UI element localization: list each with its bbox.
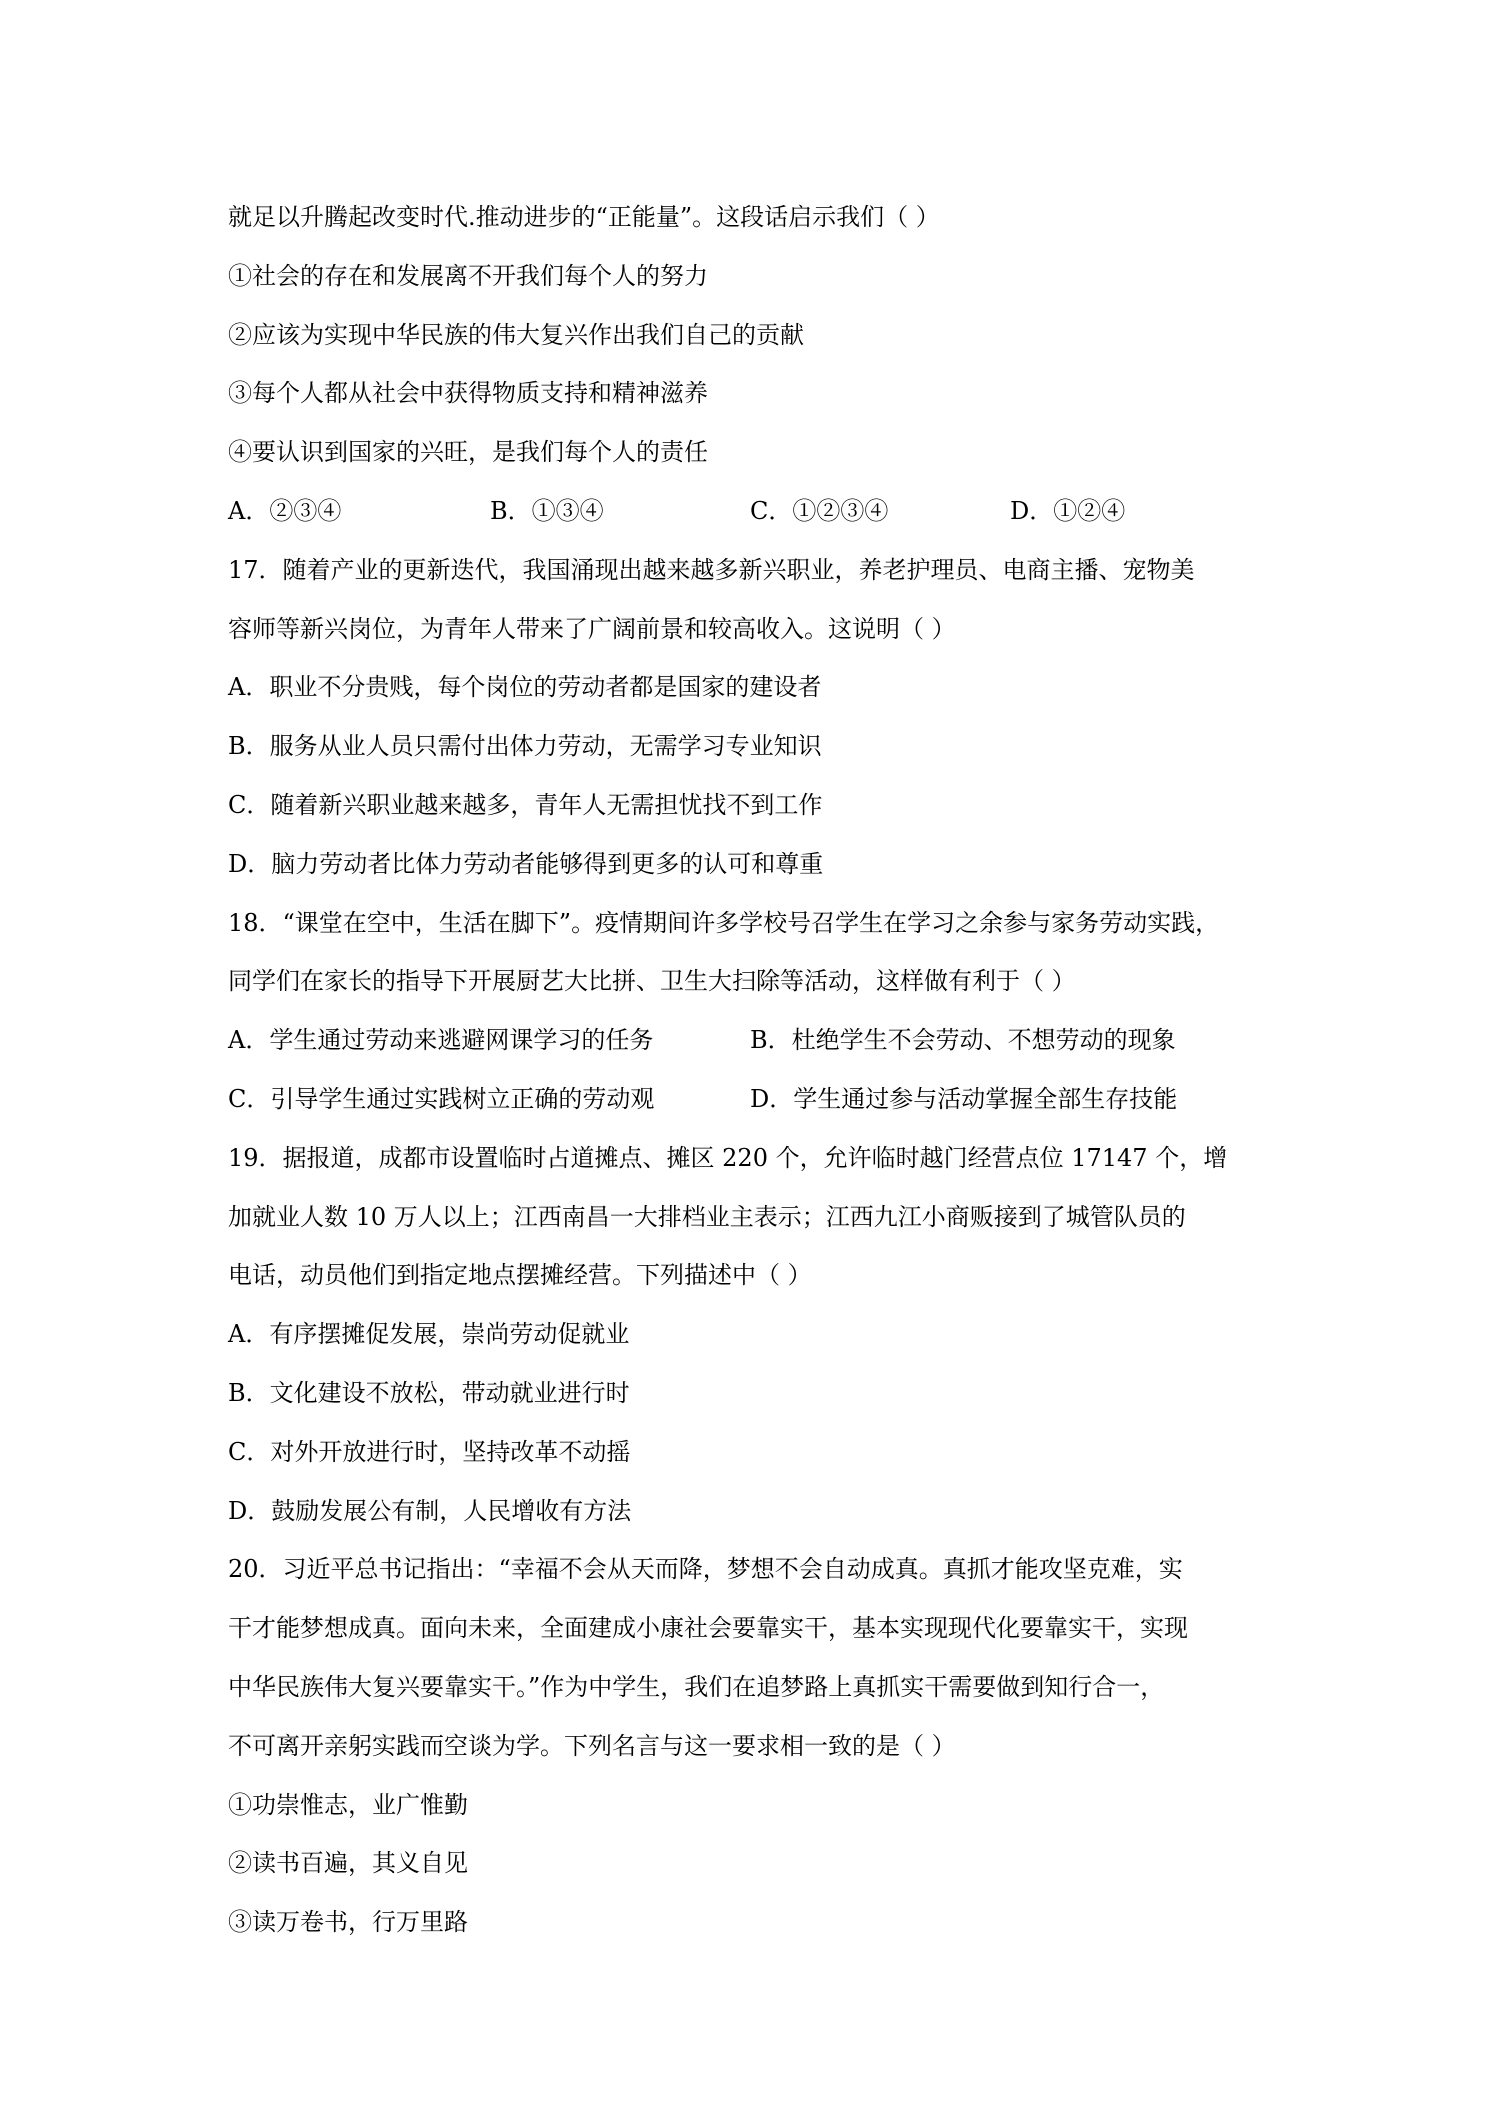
- exam-page: [228, 188, 1278, 1952]
- q17-option-c: C．随着新兴职业越来越多，青年人无需担忧找不到工作: [228, 790, 823, 819]
- q20-stem-line-4: 不可离开亲躬实践而空谈为学。下列名言与这一要求相一致的是（ ）: [228, 1731, 956, 1760]
- q16-option-c: C．①②③④: [750, 496, 889, 525]
- q17-stem-line-1: 17．随着产业的更新迭代，我国涌现出越来越多新兴职业，养老护理员、电商主播、宠物美: [228, 555, 1195, 584]
- q16-item-1: ①社会的存在和发展离不开我们每个人的努力: [228, 261, 708, 290]
- q19-option-b: B．文化建设不放松，带动就业进行时: [228, 1378, 630, 1407]
- q20-stem-line-1: 20．习近平总书记指出：“幸福不会从天而降，梦想不会自动成真。真抓才能攻坚克难，实: [228, 1555, 1183, 1584]
- q19-stem-line-3: 电话，动员他们到指定地点摆摊经营。下列描述中（ ）: [228, 1261, 812, 1290]
- q16-option-b: B．①③④: [490, 496, 604, 525]
- q18-option-b: B．杜绝学生不会劳动、不想劳动的现象: [750, 1026, 1176, 1055]
- q19-option-c: C．对外开放进行时，坚持改革不动摇: [228, 1437, 631, 1466]
- q20-stem-line-2: 干才能梦想成真。面向未来，全面建成小康社会要靠实干，基本实现现代化要靠实干，实现: [228, 1614, 1188, 1643]
- q18-stem-line-2: 同学们在家长的指导下开展厨艺大比拼、卫生大扫除等活动，这样做有利于（ ）: [228, 967, 1076, 996]
- q20-stem-line-3: 中华民族伟大复兴要靠实干。”作为中学生，我们在追梦路上真抓实干需要做到知行合一，: [228, 1672, 1165, 1701]
- q19-stem-line-1: 19．据报道，成都市设置临时占道摊点、摊区 220 个，允许临时越门经营点位 17147 个，增: [228, 1143, 1228, 1172]
- q16-option-a: A．②③④: [228, 496, 342, 525]
- q16-item-3: ③每个人都从社会中获得物质支持和精神滋养: [228, 379, 708, 408]
- q18-option-d: D．学生通过参与活动掌握全部生存技能: [750, 1084, 1178, 1113]
- q17-stem-line-2: 容师等新兴岗位，为青年人带来了广阔前景和较高收入。这说明（ ）: [228, 614, 956, 643]
- q18-option-a: A．学生通过劳动来逃避网课学习的任务: [228, 1026, 654, 1055]
- q16-item-2: ②应该为实现中华民族的伟大复兴作出我们自己的贡献: [228, 320, 804, 349]
- q17-option-a: A．职业不分贵贱，每个岗位的劳动者都是国家的建设者: [228, 673, 822, 702]
- q17-option-d: D．脑力劳动者比体力劳动者能够得到更多的认可和尊重: [228, 849, 824, 878]
- q18-options-row-1: [228, 1011, 1278, 1070]
- q16-options: [228, 482, 1278, 541]
- q20-item-1: ①功崇惟志，业广惟勤: [228, 1790, 468, 1819]
- q19-option-a: A．有序摆摊促发展，崇尚劳动促就业: [228, 1320, 630, 1349]
- q20-item-3: ③读万卷书，行万里路: [228, 1908, 468, 1937]
- q16-stem-tail: 就足以升腾起改变时代.推动进步的“正能量”。这段话启示我们（ ）: [228, 203, 940, 231]
- q18-options-row-2: [228, 1070, 1278, 1129]
- q20-item-2: ②读书百遍，其义自见: [228, 1849, 468, 1878]
- q18-option-c: C．引导学生通过实践树立正确的劳动观: [228, 1084, 655, 1113]
- q16-item-4: ④要认识到国家的兴旺，是我们每个人的责任: [228, 438, 708, 467]
- q16-option-d: D．①②④: [1010, 496, 1126, 525]
- q19-option-d: D．鼓励发展公有制，人民增收有方法: [228, 1496, 632, 1525]
- q19-stem-line-2: 加就业人数 10 万人以上；江西南昌一大排档业主表示；江西九江小商贩接到了城管队员的: [228, 1202, 1186, 1231]
- q17-option-b: B．服务从业人员只需付出体力劳动，无需学习专业知识: [228, 732, 822, 761]
- q18-stem-line-1: 18．“课堂在空中，生活在脚下”。疫情期间许多学校号召学生在学习之余参与家务劳动实践，: [228, 908, 1220, 937]
